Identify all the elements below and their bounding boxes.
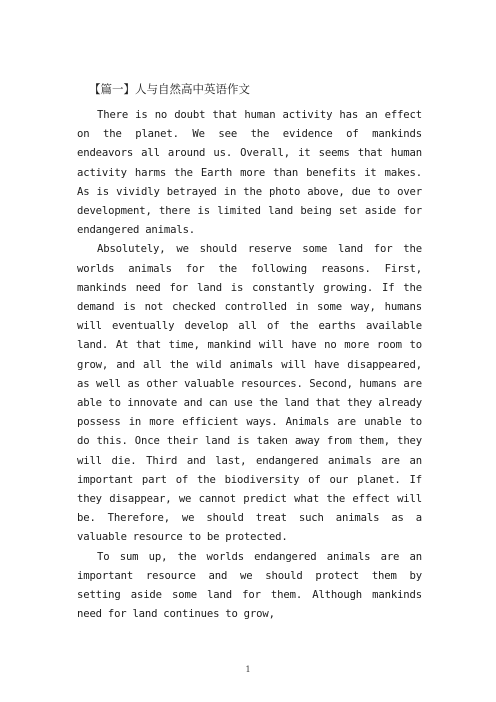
paragraph-1: There is no doubt that human activity has an effect on the planet. We see the evidence of mankinds endeavors all around us. Overall, it seems that human activity harms the Earth more than benefits it makes. As is vividly betrayed in the photo above, due to over development, there is limited land being set aside for endangered animals. bbox=[77, 109, 422, 237]
page-number: 1 bbox=[245, 665, 251, 674]
document-body bbox=[77, 106, 422, 624]
document-title: 【篇一】人与自然高中英语作文 bbox=[89, 82, 250, 96]
paragraph-3: To sum up, the worlds endangered animals are an important resource and we should protect them by setting aside some land for them. Although mankinds need for land continues to grow, bbox=[77, 550, 422, 621]
paragraph-2: Absolutely, we should reserve some land for the worlds animals for the following reasons. First, mankinds need for land is constantly growing. If the demand is not checked controlled in some way, humans will eventually develop all of the earths available land. At that time, mankind will have no more room to grow, and all the wild animals will have disappeared, as well as other valuable resources. Second, humans are able to innovate and can use the land that they already possess in more efficient ways. Animals are unable to do this. Once their land is taken away from them, they will die. Third and last, endangered animals are an important part of the biodiversity of our planet. If they disappear, we cannot predict what the effect will be. Therefore, we should treat such animals as a valuable resource to be protected. bbox=[77, 243, 422, 544]
